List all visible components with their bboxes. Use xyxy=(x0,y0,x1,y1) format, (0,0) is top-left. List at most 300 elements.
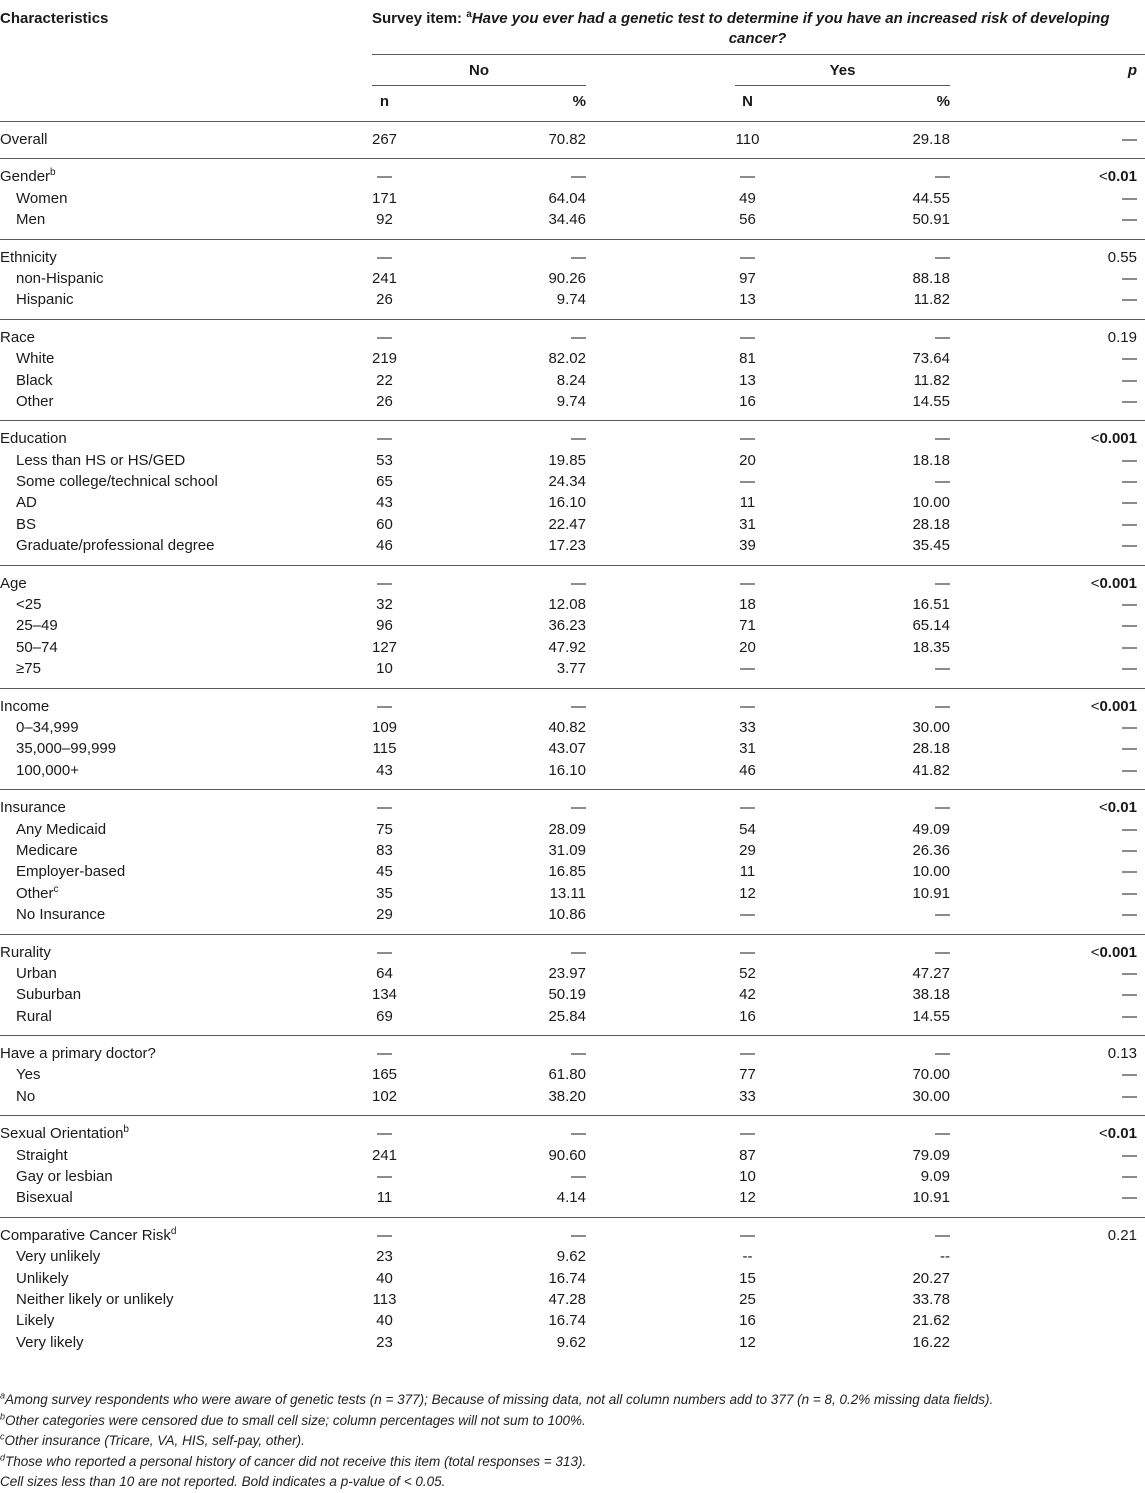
pct-no-cell: 13.11 xyxy=(549,884,586,902)
n-no-cell: 40 xyxy=(376,1269,393,1287)
n-no-cell: 11 xyxy=(376,1189,393,1207)
pct-no-cell: 61.80 xyxy=(548,1066,586,1084)
pct-no-cell: 64.04 xyxy=(548,189,586,207)
pct-yes-header: % xyxy=(936,93,950,110)
row-label: Other$^c$ xyxy=(16,883,59,902)
pct-no-cell: — xyxy=(571,248,586,266)
n-no-cell: 64 xyxy=(376,964,393,982)
pct-no-cell: 82.02 xyxy=(548,350,586,368)
n-yes-cell: — xyxy=(740,574,755,592)
n-no-cell: 23 xyxy=(376,1333,393,1351)
row-label: AD xyxy=(16,494,37,512)
p-value-cell: — xyxy=(1122,718,1137,736)
row-group xyxy=(0,1115,1145,1217)
n-no-cell: 219 xyxy=(372,350,398,368)
row-group xyxy=(0,565,1145,688)
table-row xyxy=(0,1268,1145,1289)
table-row xyxy=(0,450,1145,471)
table-row xyxy=(0,658,1145,679)
n-no-cell: — xyxy=(377,1045,392,1063)
pct-yes-cell: 49.09 xyxy=(912,820,950,838)
row-label: Rurality xyxy=(0,943,51,961)
n-no-cell: 75 xyxy=(376,820,393,838)
row-group xyxy=(0,789,1145,933)
pct-no-cell: — xyxy=(571,1125,586,1143)
n-yes-cell: 97 xyxy=(739,269,756,287)
row-label: Age xyxy=(0,574,27,592)
table-row xyxy=(0,1043,1145,1064)
footnote: $^c$Other insurance (Tricare, VA, HIS, self-pay, other). xyxy=(0,1431,305,1448)
row-label: Gender$^b$ xyxy=(0,167,56,186)
n-yes-cell: — xyxy=(740,328,755,346)
row-group xyxy=(0,121,1145,158)
row-label: <25 xyxy=(16,596,42,614)
table-row xyxy=(0,166,1145,187)
footnote-marker: d xyxy=(170,1225,177,1237)
row-label: 0–34,999 xyxy=(16,718,79,736)
row-label: Any Medicaid xyxy=(16,820,107,838)
pct-yes-cell: 9.09 xyxy=(920,1168,950,1186)
table-row xyxy=(0,247,1145,268)
p-value-cell: — xyxy=(1122,596,1137,614)
pct-no-cell: 25.84 xyxy=(548,1007,586,1025)
p-value-cell: — xyxy=(1122,820,1137,838)
n-no-cell: 102 xyxy=(372,1087,398,1105)
table-row xyxy=(0,370,1145,391)
n-yes-cell: 31 xyxy=(739,740,756,758)
footnote-marker: c xyxy=(53,883,59,895)
pct-yes-cell: — xyxy=(935,697,950,715)
n-no-cell: — xyxy=(377,574,392,592)
p-value-cell: 0.21 xyxy=(1107,1226,1137,1244)
p-value-cell: <0.001 xyxy=(1090,943,1137,961)
footnotes xyxy=(0,1390,1145,1493)
p-value-cell: — xyxy=(1122,841,1137,859)
row-label: Medicare xyxy=(16,841,78,859)
pct-no-cell: 34.46 xyxy=(548,211,586,229)
n-no-cell: — xyxy=(377,1168,392,1186)
n-no-cell: — xyxy=(377,799,392,817)
pct-no-cell: 16.10 xyxy=(548,761,586,779)
footnote: $^b$Other categories were censored due to small cell size; column percentages will not sum to 100%. xyxy=(0,1411,586,1428)
table-row xyxy=(0,573,1145,594)
yes-header: Yes xyxy=(829,62,856,79)
pct-yes-cell: — xyxy=(935,168,950,186)
p-value-cell: — xyxy=(1122,515,1137,533)
n-yes-cell: 31 xyxy=(739,515,756,533)
p-value-cell: — xyxy=(1122,1189,1137,1207)
n-no-cell: 241 xyxy=(372,269,398,287)
pct-yes-cell: -- xyxy=(940,1248,950,1266)
pct-yes-cell: 10.00 xyxy=(912,863,950,881)
pct-yes-cell: — xyxy=(935,248,950,266)
footnote: $^a$Among survey respondents who were aware of genetic tests (n = 377); Because of missing data, not all column numbers add to 377 (n = 8, 0.2% missing data fields). xyxy=(0,1390,994,1407)
table-row xyxy=(0,963,1145,984)
pct-no-cell: — xyxy=(571,168,586,186)
row-label: Have a primary doctor? xyxy=(0,1045,156,1063)
n-yes-cell: — xyxy=(740,943,755,961)
pct-yes-cell: — xyxy=(935,574,950,592)
n-yes-cell: 12 xyxy=(739,884,756,902)
pct-yes-cell: 28.18 xyxy=(912,740,950,758)
n-yes-cell: 71 xyxy=(739,617,756,635)
pct-no-cell: 22.47 xyxy=(548,515,586,533)
pct-no-cell: 4.14 xyxy=(556,1189,586,1207)
pct-yes-cell: 14.55 xyxy=(912,1007,950,1025)
row-label: Urban xyxy=(16,964,57,982)
n-no-cell: 22 xyxy=(376,371,393,389)
p-value-cell: — xyxy=(1122,371,1137,389)
table-row xyxy=(0,1246,1145,1267)
survey-item-line2: cancer? xyxy=(728,30,787,47)
table-row xyxy=(0,348,1145,369)
pct-no-cell: 16.74 xyxy=(548,1269,586,1287)
p-header: p xyxy=(1127,62,1137,79)
row-label: Employer-based xyxy=(16,863,126,881)
n-no-cell: 26 xyxy=(376,392,393,410)
pct-yes-cell: 79.09 xyxy=(912,1146,950,1164)
header-rule xyxy=(372,54,1145,55)
p-value-cell: — xyxy=(1122,189,1137,207)
row-label: Unlikely xyxy=(16,1269,69,1287)
table-row xyxy=(0,471,1145,492)
n-yes-cell: — xyxy=(740,906,755,924)
p-value-cell: — xyxy=(1122,131,1137,148)
row-label: Education xyxy=(0,430,67,448)
pct-no-cell: 10.86 xyxy=(548,906,586,924)
n-yes-cell: 25 xyxy=(739,1290,756,1308)
p-value-cell: 0.13 xyxy=(1107,1045,1137,1063)
row-label: White xyxy=(16,350,55,368)
n-yes-cell: 39 xyxy=(739,537,756,555)
pct-yes-cell: 29.18 xyxy=(912,131,950,148)
table-row xyxy=(0,637,1145,658)
pct-no-cell: — xyxy=(571,799,586,817)
n-no-cell: 26 xyxy=(376,291,393,309)
n-yes-cell: — xyxy=(740,168,755,186)
n-yes-cell: 13 xyxy=(739,371,756,389)
pct-no-cell: 90.60 xyxy=(548,1146,586,1164)
row-label: Women xyxy=(16,189,68,207)
n-yes-cell: — xyxy=(740,248,755,266)
p-value-cell: <0.001 xyxy=(1090,430,1137,448)
pct-yes-cell: — xyxy=(935,1226,950,1244)
row-label: Black xyxy=(16,371,53,389)
p-value-cell: <0.01 xyxy=(1099,799,1137,817)
table-row xyxy=(0,984,1145,1005)
p-value-cell: — xyxy=(1122,269,1137,287)
n-no-cell: 69 xyxy=(376,1007,393,1025)
table-row xyxy=(0,1064,1145,1085)
pct-yes-cell: — xyxy=(935,906,950,924)
p-value-cell: 0.55 xyxy=(1107,248,1137,266)
n-yes-cell: — xyxy=(740,660,755,678)
row-group xyxy=(0,934,1145,1036)
no-header: No xyxy=(469,62,489,79)
pct-no-cell: 12.08 xyxy=(548,596,586,614)
n-no-cell: 134 xyxy=(372,986,398,1004)
table-row xyxy=(0,535,1145,556)
pct-no-cell: 31.09 xyxy=(548,841,586,859)
p-value-cell: <0.001 xyxy=(1090,697,1137,715)
n-yes-cell: 16 xyxy=(739,392,756,410)
n-yes-cell: — xyxy=(740,697,755,715)
p-value-cell: — xyxy=(1122,350,1137,368)
table-row xyxy=(0,819,1145,840)
p-value-cell: — xyxy=(1122,211,1137,229)
pct-yes-cell: 41.82 xyxy=(912,761,950,779)
pct-yes-cell: 38.18 xyxy=(912,986,950,1004)
row-label: non-Hispanic xyxy=(16,269,104,287)
n-no-cell: 40 xyxy=(376,1312,393,1330)
n-yes-cell: 33 xyxy=(739,718,756,736)
pct-no-cell: — xyxy=(571,697,586,715)
p-value-cell: — xyxy=(1122,638,1137,656)
table-row xyxy=(0,268,1145,289)
row-label: Straight xyxy=(16,1146,68,1164)
row-label: Other xyxy=(16,392,54,410)
pct-yes-cell: 50.91 xyxy=(912,211,950,229)
p-value-cell: — xyxy=(1122,986,1137,1004)
n-yes-cell: — xyxy=(740,430,755,448)
pct-no-cell: — xyxy=(571,430,586,448)
p-value-cell: — xyxy=(1122,884,1137,902)
n-yes-cell: 81 xyxy=(739,350,756,368)
row-label: Race xyxy=(0,328,36,346)
n-no-cell: 29 xyxy=(376,906,393,924)
n-no-cell: 241 xyxy=(372,1146,398,1164)
n-no-cell: 60 xyxy=(376,515,393,533)
n-no-cell: — xyxy=(377,430,392,448)
footnote: Cell sizes less than 10 are not reported. Bold indicates a p-value of < 0.05. xyxy=(0,1474,446,1489)
n-yes-cell: 12 xyxy=(739,1189,756,1207)
pct-yes-cell: 21.62 xyxy=(912,1312,950,1330)
row-label: Suburban xyxy=(16,986,82,1004)
n-yes-cell: 46 xyxy=(739,761,756,779)
pct-no-cell: 19.85 xyxy=(548,451,586,469)
n-no-cell: 267 xyxy=(372,131,398,148)
row-label: No Insurance xyxy=(16,906,106,924)
row-label: Very likely xyxy=(16,1333,84,1351)
pct-yes-cell: 44.55 xyxy=(912,189,950,207)
n-yes-cell: 20 xyxy=(739,451,756,469)
row-group xyxy=(0,688,1145,790)
n-no-cell: 43 xyxy=(376,494,393,512)
n-yes-cell: 54 xyxy=(739,820,756,838)
pct-yes-cell: 11.82 xyxy=(913,371,950,389)
pct-no-cell: — xyxy=(571,574,586,592)
p-value-cell: — xyxy=(1122,537,1137,555)
pct-no-cell: 24.34 xyxy=(548,473,586,491)
row-label: No xyxy=(16,1087,36,1105)
row-label: 35,000–99,999 xyxy=(16,740,117,758)
n-yes-cell: — xyxy=(740,1045,755,1063)
footnote-marker: b xyxy=(50,167,56,179)
table-row xyxy=(0,289,1145,310)
table-row xyxy=(0,1123,1145,1144)
n-no-header: n xyxy=(379,93,390,110)
n-no-cell: 53 xyxy=(376,451,393,469)
n-yes-cell: 77 xyxy=(739,1066,756,1084)
p-value-cell: — xyxy=(1122,494,1137,512)
table-row xyxy=(0,1166,1145,1187)
n-yes-cell: 16 xyxy=(739,1312,756,1330)
n-yes-cell: 33 xyxy=(739,1087,756,1105)
p-value-cell: — xyxy=(1122,451,1137,469)
n-no-cell: — xyxy=(377,168,392,186)
p-value-cell: — xyxy=(1122,761,1137,779)
pct-yes-cell: 11.82 xyxy=(913,291,950,309)
characteristics-header: Characteristics xyxy=(0,10,109,27)
survey-question-text: Have you ever had a genetic test to determine if you have an increased risk of developing xyxy=(471,10,1110,27)
n-yes-cell: — xyxy=(740,1125,755,1143)
p-value-cell: — xyxy=(1122,740,1137,758)
table-row xyxy=(0,1086,1145,1107)
row-label: Gay or lesbian xyxy=(16,1168,113,1186)
pct-yes-cell: 10.91 xyxy=(912,1189,950,1207)
n-yes-cell: 16 xyxy=(739,1007,756,1025)
pct-yes-cell: 16.22 xyxy=(912,1333,950,1351)
n-yes-cell: 87 xyxy=(739,1146,756,1164)
pct-no-cell: 16.10 xyxy=(548,494,586,512)
p-value-cell: — xyxy=(1122,291,1137,309)
row-group xyxy=(0,158,1145,238)
n-no-cell: 35 xyxy=(376,884,393,902)
p-value-cell: <0.001 xyxy=(1090,574,1137,592)
pct-no-cell: — xyxy=(571,1226,586,1244)
row-group xyxy=(0,239,1145,319)
data-table xyxy=(0,121,1145,1361)
row-label: 50–74 xyxy=(16,638,58,656)
table-row xyxy=(0,1289,1145,1310)
n-no-cell: — xyxy=(377,1226,392,1244)
pct-no-cell: 28.09 xyxy=(548,820,586,838)
pct-no-cell: 9.74 xyxy=(556,392,586,410)
pct-no-cell: — xyxy=(571,1168,586,1186)
pct-no-cell: 3.77 xyxy=(556,660,586,678)
pct-yes-cell: 65.14 xyxy=(912,617,950,635)
footnote: $^d$Those who reported a personal history of cancer did not receive this item (total responses = 313). xyxy=(0,1452,587,1469)
p-value-cell: <0.01 xyxy=(1099,1125,1137,1143)
p-value-cell: — xyxy=(1122,392,1137,410)
table-row xyxy=(0,615,1145,636)
row-group xyxy=(0,420,1145,564)
table-row xyxy=(0,514,1145,535)
pct-yes-cell: — xyxy=(935,1125,950,1143)
pct-yes-cell: — xyxy=(935,660,950,678)
pct-no-cell: 43.07 xyxy=(548,740,586,758)
n-yes-cell: 56 xyxy=(739,211,756,229)
pct-yes-cell: — xyxy=(935,799,950,817)
p-value-cell: — xyxy=(1122,906,1137,924)
p-value-cell: — xyxy=(1122,660,1137,678)
pct-yes-cell: 35.45 xyxy=(912,537,950,555)
table-row xyxy=(0,840,1145,861)
pct-no-header: % xyxy=(572,93,586,110)
n-no-cell: 43 xyxy=(376,761,393,779)
pct-no-cell: 9.62 xyxy=(556,1333,586,1351)
table-row xyxy=(0,1145,1145,1166)
p-value-cell: — xyxy=(1122,1087,1137,1105)
n-no-cell: 32 xyxy=(376,596,393,614)
row-label: Yes xyxy=(16,1066,41,1084)
row-group xyxy=(0,1035,1145,1115)
n-no-cell: 127 xyxy=(372,638,398,656)
n-no-cell: — xyxy=(377,1125,392,1143)
pct-yes-cell: 28.18 xyxy=(912,515,950,533)
pct-no-cell: 23.97 xyxy=(548,964,586,982)
table-row xyxy=(0,760,1145,781)
footnote-marker: b xyxy=(123,1124,129,1136)
n-yes-cell: — xyxy=(740,473,755,491)
n-no-cell: 165 xyxy=(372,1066,398,1084)
table-row xyxy=(0,492,1145,513)
pct-yes-cell: 73.64 xyxy=(912,350,950,368)
row-label: Overall xyxy=(0,131,48,148)
row-group xyxy=(0,319,1145,421)
table-row xyxy=(0,738,1145,759)
n-no-cell: 83 xyxy=(376,841,393,859)
row-label: Income xyxy=(0,697,50,715)
row-label: Neither likely or unlikely xyxy=(16,1290,174,1308)
n-yes-cell: 11 xyxy=(739,863,756,881)
pct-yes-cell: 10.91 xyxy=(912,884,950,902)
p-value-cell: <0.01 xyxy=(1099,168,1137,186)
table-row xyxy=(0,904,1145,925)
n-no-cell: 113 xyxy=(372,1290,397,1308)
n-yes-cell: -- xyxy=(742,1248,753,1266)
row-group xyxy=(0,1217,1145,1361)
row-label: Men xyxy=(16,211,46,229)
n-no-cell: 171 xyxy=(372,189,398,207)
n-no-cell: — xyxy=(377,248,392,266)
pct-yes-cell: 26.36 xyxy=(912,841,950,859)
n-yes-cell: — xyxy=(740,1226,755,1244)
pct-yes-cell: 70.00 xyxy=(912,1066,950,1084)
n-yes-cell: 18 xyxy=(739,596,756,614)
pct-yes-cell: — xyxy=(935,473,950,491)
n-no-cell: — xyxy=(377,328,392,346)
pct-yes-cell: 20.27 xyxy=(912,1269,950,1287)
n-no-cell: 23 xyxy=(376,1248,393,1266)
pct-yes-cell: 14.55 xyxy=(912,392,950,410)
pct-yes-cell: 16.51 xyxy=(912,596,950,614)
pct-no-cell: — xyxy=(571,943,586,961)
n-yes-cell: 10 xyxy=(739,1168,756,1186)
pct-yes-cell: 30.00 xyxy=(912,1087,950,1105)
table-row xyxy=(0,391,1145,412)
pct-yes-cell: 18.35 xyxy=(912,638,950,656)
n-yes-cell: 11 xyxy=(739,494,756,512)
table-row xyxy=(0,129,1145,150)
pct-no-cell: 17.23 xyxy=(548,537,586,555)
pct-no-cell: 38.20 xyxy=(548,1087,586,1105)
pct-yes-cell: 33.78 xyxy=(912,1290,950,1308)
p-value-cell: — xyxy=(1122,617,1137,635)
pct-no-cell: 47.92 xyxy=(548,638,586,656)
n-yes-cell: 110 xyxy=(735,131,760,148)
pct-no-cell: 90.26 xyxy=(548,269,586,287)
pct-yes-cell: — xyxy=(935,328,950,346)
table-row xyxy=(0,696,1145,717)
pct-no-cell: 47.28 xyxy=(548,1290,586,1308)
n-yes-cell: 52 xyxy=(739,964,756,982)
row-label: Sexual Orientation$^b$ xyxy=(0,1124,129,1143)
pct-no-cell: 50.19 xyxy=(548,986,586,1004)
row-label: Less than HS or HS/GED xyxy=(16,451,186,469)
table-row xyxy=(0,1310,1145,1331)
p-value-cell: — xyxy=(1122,964,1137,982)
